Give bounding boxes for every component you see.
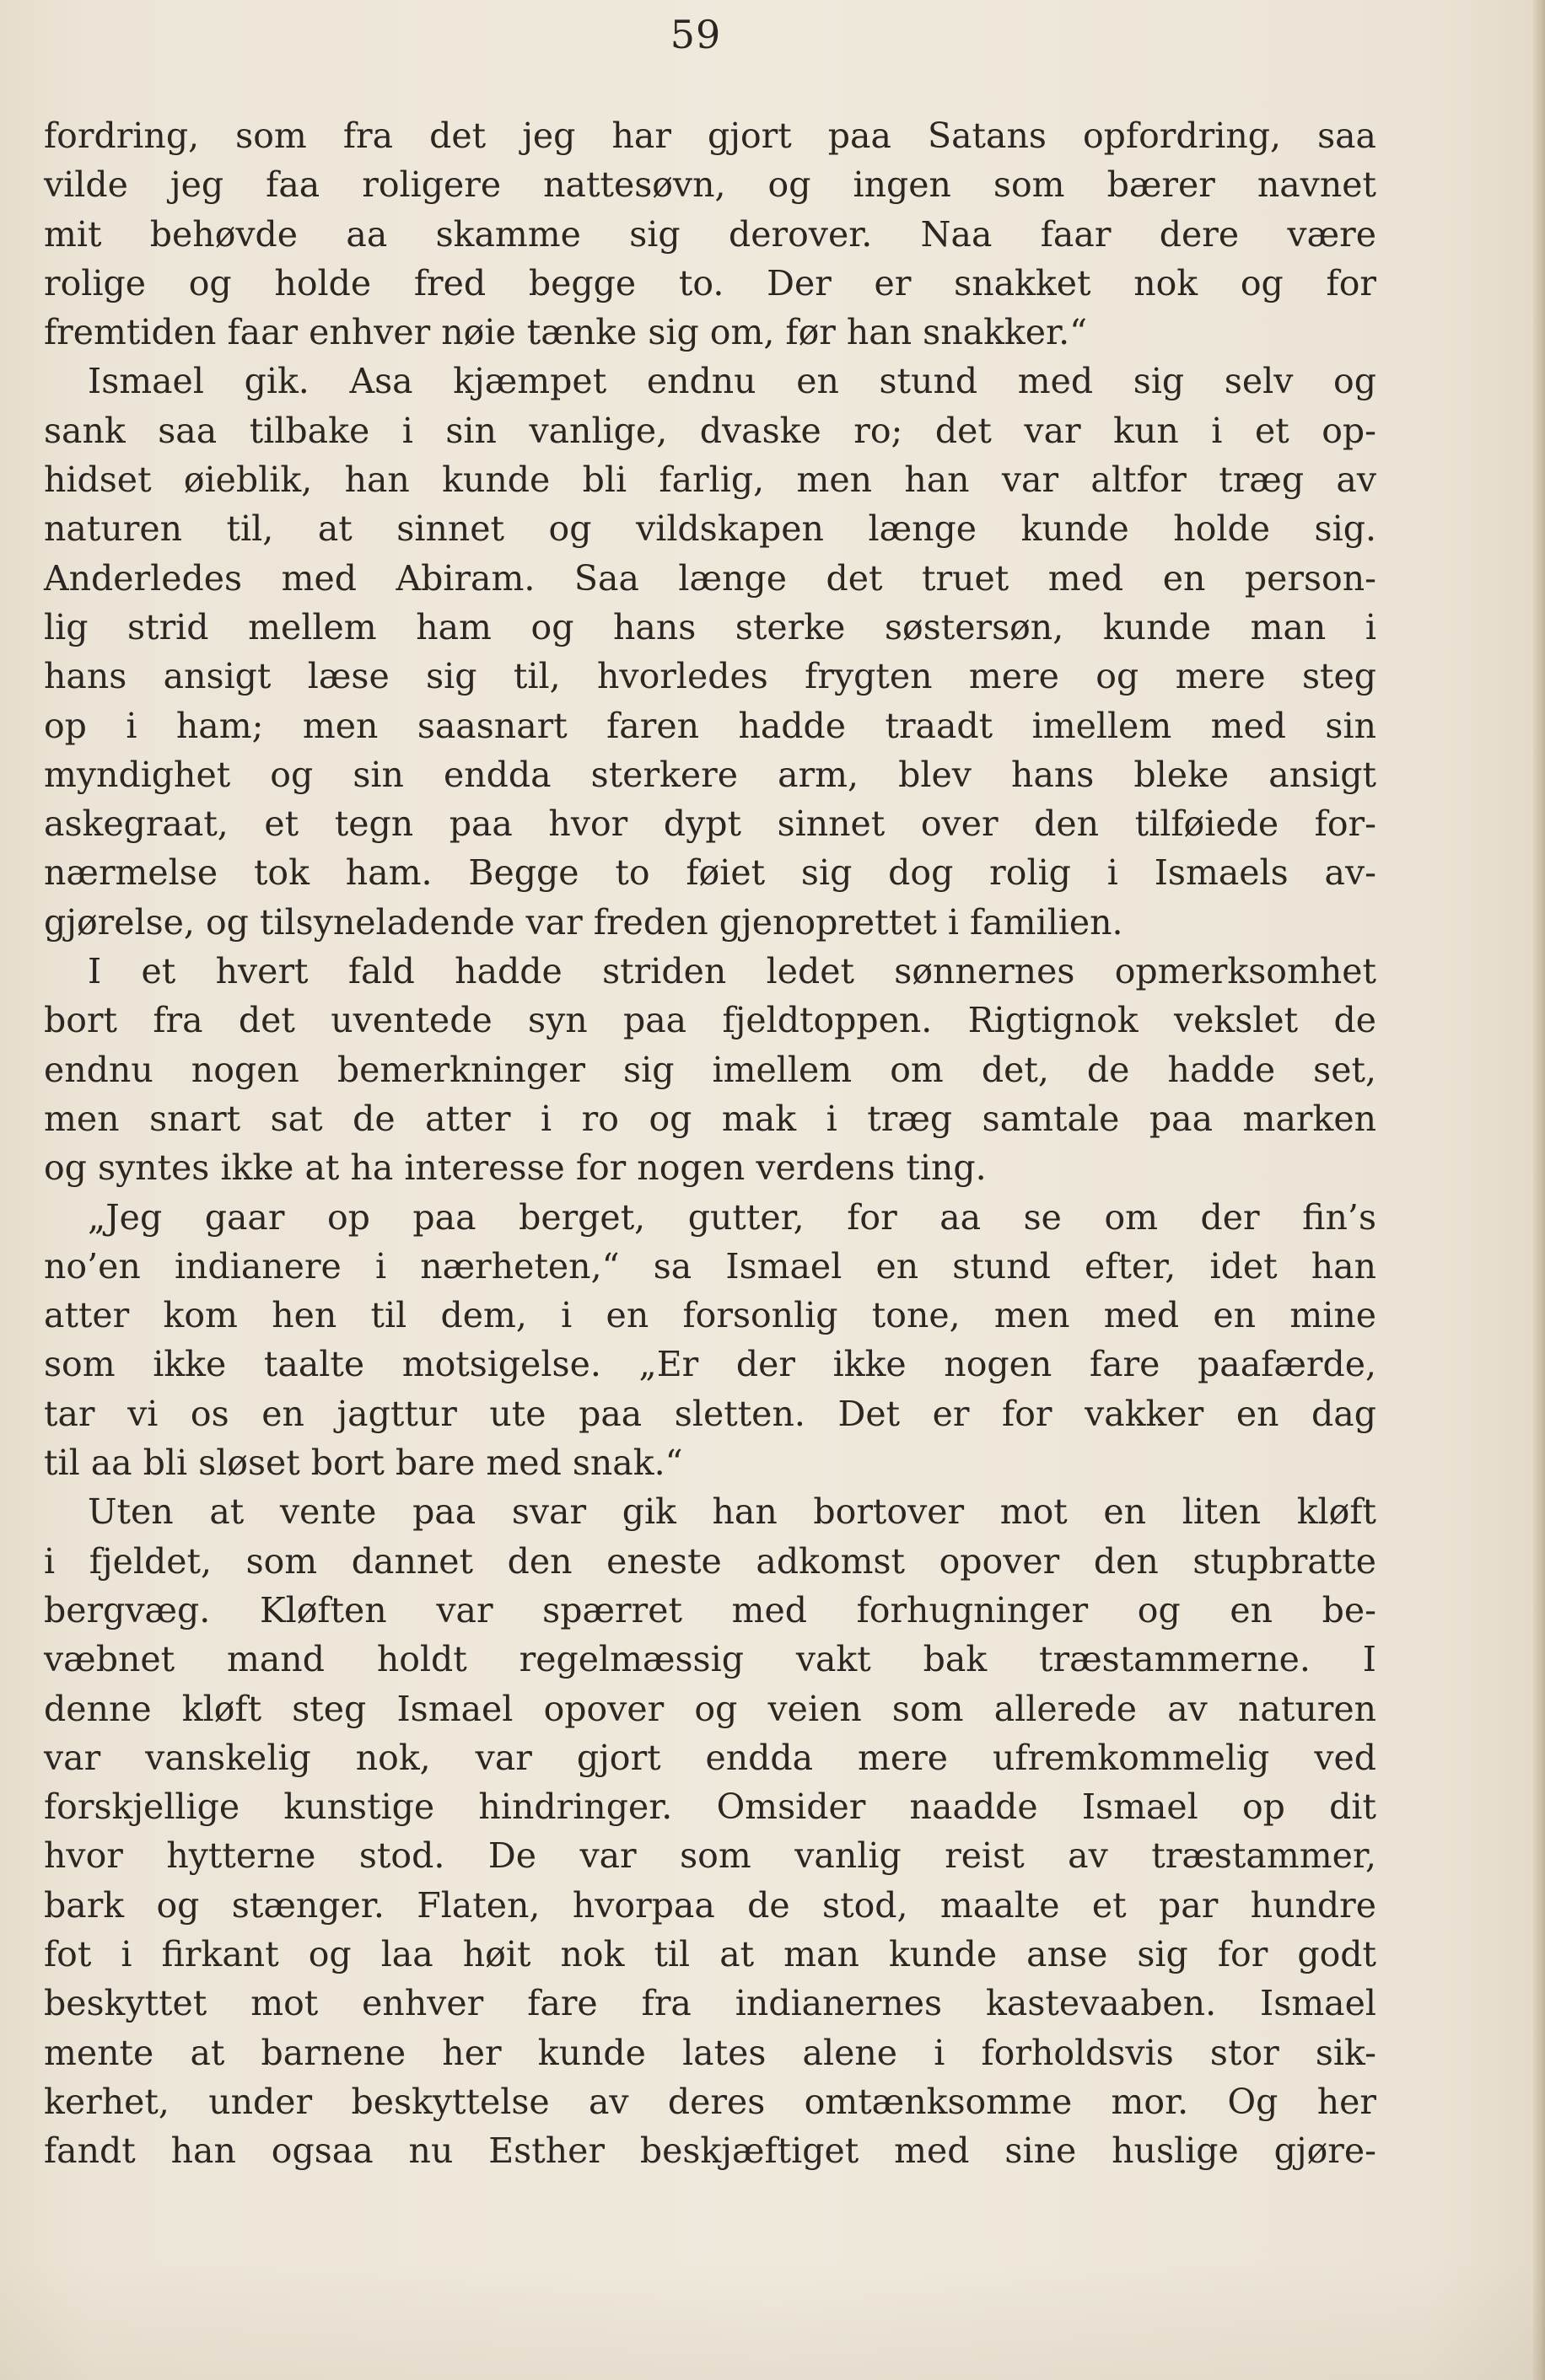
text-line: væbnet mand holdt regelmæssig vakt bak træstammerne. I xyxy=(44,1639,1376,1680)
text-line: Anderledes med Abiram. Saa længe det truet med en person- xyxy=(44,557,1376,599)
text-line: bergvæg. Kløften var spærret med forhugninger og en be- xyxy=(44,1589,1376,1631)
text-line: naturen til, at sinnet og vildskapen længe kunde holde sig. xyxy=(44,508,1376,550)
text-line: fremtiden faar enhver nøie tænke sig om, før han snakker.“ xyxy=(44,312,1088,353)
text-line: kerhet, under beskyttelse av deres omtænksomme mor. Og her xyxy=(44,2081,1376,2122)
body-text xyxy=(44,111,1376,2175)
text-line: gjørelse, og tilsyneladende var freden gjenoprettet i familien. xyxy=(44,901,1123,943)
text-line: no’en indianere i nærheten,“ sa Ismael en stund efter, idet han xyxy=(44,1245,1376,1287)
text-line: „Jeg gaar op paa berget, gutter, for aa se om der fin’s xyxy=(88,1196,1376,1238)
text-line: som ikke taalte motsigelse. „Er der ikke nogen fare paafærde, xyxy=(44,1344,1376,1385)
text-line: Ismael gik. Asa kjæmpet endnu en stund med sig selv og xyxy=(88,361,1376,402)
text-line: bort fra det uventede syn paa fjeldtoppen. Rigtignok vekslet de xyxy=(44,1000,1376,1041)
text-line: op i ham; men saasnart faren hadde traadt imellem med sin xyxy=(44,705,1376,746)
page-edge xyxy=(1533,0,1545,2380)
text-line: men snart sat de atter i ro og mak i træg samtale paa marken xyxy=(44,1098,1376,1139)
text-line: sank saa tilbake i sin vanlige, dvaske ro; det var kun i et op- xyxy=(44,410,1376,451)
text-line: endnu nogen bemerkninger sig imellem om det, de hadde set, xyxy=(44,1049,1376,1090)
text-line: bark og stænger. Flaten, hvorpaa de stod, maalte et par hundre xyxy=(44,1884,1376,1926)
text-line: I et hvert fald hadde striden ledet sønnernes opmerksomhet xyxy=(88,951,1376,992)
text-line: nærmelse tok ham. Begge to føiet sig dog rolig i Ismaels av- xyxy=(44,852,1376,894)
text-line: og syntes ikke at ha interesse for nogen verdens ting. xyxy=(44,1147,987,1189)
text-line: fordring, som fra det jeg har gjort paa Satans opfordring, saa xyxy=(44,116,1376,156)
text-line: denne kløft steg Ismael opover og veien som allerede av naturen xyxy=(44,1688,1376,1729)
text-line: til aa bli sløset bort bare med snak.“ xyxy=(44,1443,683,1484)
text-line: Uten at vente paa svar gik han bortover mot en liten kløft xyxy=(88,1491,1376,1533)
text-line: lig strid mellem ham og hans sterke søstersøn, kunde man i xyxy=(44,606,1376,647)
text-line: myndighet og sin endda sterkere arm, blev hans bleke ansigt xyxy=(44,754,1376,795)
page-number: 59 xyxy=(670,12,722,57)
text-line: var vanskelig nok, var gjort endda mere ufremkommelig ved xyxy=(44,1737,1376,1778)
text-line: forskjellige kunstige hindringer. Omsider naadde Ismael op dit xyxy=(44,1786,1376,1828)
text-line: askegraat, et tegn paa hvor dypt sinnet over den tilføiede for- xyxy=(44,803,1376,845)
text-line: hvor hytterne stod. De var som vanlig reist av træstammer, xyxy=(44,1835,1376,1877)
text-line: i fjeldet, som dannet den eneste adkomst opover den stupbratte xyxy=(44,1540,1376,1582)
text-line: tar vi os en jagttur ute paa sletten. Det er for vakker en dag xyxy=(44,1393,1376,1434)
text-line: hidset øieblik, han kunde bli farlig, men han var altfor træg av xyxy=(44,459,1376,501)
text-line: atter kom hen til dem, i en forsonlig tone, men med en mine xyxy=(44,1295,1376,1336)
text-line: vilde jeg faa roligere nattesøvn, og ingen som bærer navnet xyxy=(44,164,1376,206)
text-line: beskyttet mot enhver fare fra indianernes kastevaaben. Ismael xyxy=(44,1983,1376,2024)
text-line: rolige og holde fred begge to. Der er snakket nok og for xyxy=(44,262,1376,304)
text-line: hans ansigt læse sig til, hvorledes frygten mere og mere steg xyxy=(44,656,1376,697)
page-shadow xyxy=(0,2262,1545,2380)
text-line: fot i firkant og laa høit nok til at man kunde anse sig for godt xyxy=(44,1933,1376,1974)
text-line: mit behøvde aa skamme sig derover. Naa faar dere være xyxy=(44,213,1376,255)
text-line: fandt han ogsaa nu Esther beskjæftiget med sine huslige gjøre- xyxy=(44,2130,1376,2172)
text-line: mente at barnene her kunde lates alene i forholdsvis stor sik- xyxy=(44,2032,1376,2073)
